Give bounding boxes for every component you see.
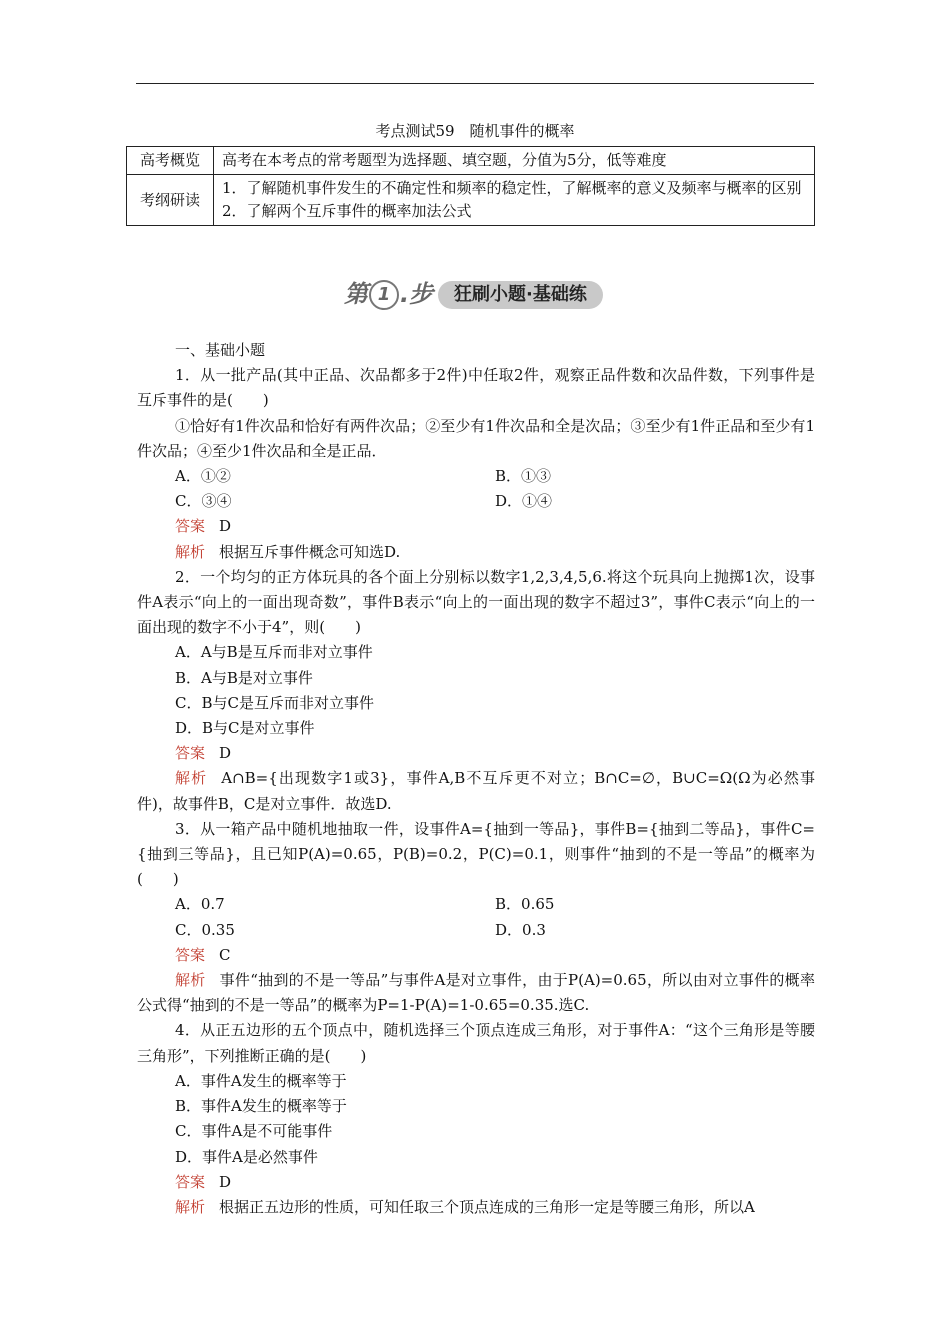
analysis-label: 解析 — [175, 769, 208, 788]
step-banner — [0, 279, 950, 313]
answer-line — [137, 741, 815, 766]
analysis-label: 解析 — [175, 971, 206, 990]
step-pill: 狂刷小题·基础练 — [438, 281, 603, 309]
answer-line — [137, 943, 815, 968]
header-rule — [136, 83, 814, 84]
syllabus-line: 2．了解两个互斥事件的概率加法公式 — [222, 202, 472, 220]
option-a: A．事件A发生的概率等于 — [175, 1071, 347, 1090]
answer-line — [137, 514, 815, 539]
page-title: 考点测试59 随机事件的概率 — [375, 122, 575, 140]
option-row — [137, 489, 815, 514]
analysis-line — [137, 540, 815, 565]
answer-label: 答案 — [175, 744, 206, 763]
option-c: C．B与C是互斥而非对立事件 — [175, 693, 374, 712]
table-row — [127, 175, 815, 226]
option-row — [137, 918, 815, 943]
option-b: B．①③ — [495, 467, 552, 486]
table-row — [127, 147, 815, 175]
question-stem: 1．从一批产品(其中正品、次品都多于2件)中任取2件，观察正品件数和次品件数，下列事件是互斥事件的是( ) — [137, 366, 815, 410]
table-cell-head: 考纲研读 — [127, 175, 214, 226]
step-number-circle: 1 — [369, 280, 399, 310]
question-content — [137, 338, 815, 1220]
table-cell-body: 高考在本考点的常考题型为选择题、填空题，分值为5分，低等难度 — [214, 147, 815, 175]
answer-value: C — [219, 945, 231, 964]
option-d: D．0.3 — [495, 920, 546, 939]
option-d: D．B与C是对立事件 — [175, 719, 315, 738]
option-b: B．事件A发生的概率等于 — [175, 1097, 347, 1116]
option-b: B．A与B是对立事件 — [175, 668, 313, 687]
option-c: C．③④ — [175, 492, 232, 511]
option-a: A．A与B是互斥而非对立事件 — [175, 643, 373, 662]
option-d: D．事件A是必然事件 — [175, 1147, 318, 1166]
question-stem: 3．从一箱产品中随机地抽取一件，设事件A={抽到一等品}，事件B={抽到二等品}，事件C={抽到三等品}，且已知P(A)=0.65，P(B)=0.2，P(C)=0.1，则事件“抽到的不是一等品”的概率为( ) — [137, 819, 815, 889]
option-c: C．事件A是不可能事件 — [175, 1122, 333, 1141]
overview-table — [126, 146, 815, 226]
option-row — [137, 892, 815, 917]
syllabus-line: 1．了解随机事件发生的不确定性和频率的稳定性，了解概率的意义及频率与概率的区别 — [222, 179, 802, 197]
step-suffix: .步 — [400, 280, 434, 308]
option-a: A．0.7 — [175, 895, 225, 914]
analysis-line — [137, 766, 815, 816]
analysis-label: 解析 — [175, 1197, 206, 1216]
question-items: ①恰好有1件次品和恰好有两件次品；②至少有1件次品和全是次品；③至少有1件正品和至少有1件次品；④至少1件次品和全是正品． — [137, 416, 815, 460]
analysis-text: 根据互斥事件概念可知选D. — [219, 542, 401, 561]
table-cell-head: 高考概览 — [127, 147, 214, 175]
answer-line — [137, 1170, 815, 1195]
analysis-label: 解析 — [175, 542, 206, 561]
section-heading: 一、基础小题 — [175, 341, 266, 359]
table-cell-body — [214, 175, 815, 226]
step-label — [344, 279, 433, 310]
question-stem: 4．从正五边形的五个顶点中，随机选择三个顶点连成三角形，对于事件A：“这个三角形是等腰三角形”，下列推断正确的是( ) — [137, 1021, 815, 1065]
answer-label: 答案 — [175, 945, 206, 964]
answer-value: D — [219, 1172, 232, 1191]
answer-label: 答案 — [175, 517, 206, 536]
option-d: D．①④ — [495, 492, 553, 511]
analysis-line — [137, 1195, 815, 1220]
option-c: C．0.35 — [175, 920, 235, 939]
analysis-text: 事件“抽到的不是一等品”与事件A是对立事件，由于P(A)=0.65，所以由对立事件的概率公式得“抽到的不是一等品”的概率为P=1-P(A)=1-0.65=0.35.选C. — [137, 971, 815, 1015]
analysis-text: 根据正五边形的性质，可知任取三个顶点连成的三角形一定是等腰三角形，所以A — [219, 1197, 755, 1216]
question-stem: 2．一个均匀的正方体玩具的各个面上分别标以数字1,2,3,4,5,6.将这个玩具向上抛掷1次，设事件A表示“向上的一面出现奇数”，事件B表示“向上的一面出现的数字不超过3”，事件C表示“向上的一面出现的数字不小于4”，则( ) — [137, 567, 815, 637]
answer-label: 答案 — [175, 1172, 206, 1191]
option-a: A．①② — [175, 467, 231, 486]
step-prefix: 第 — [344, 280, 368, 308]
analysis-text: A∩B={出现数字1或3}，事件A,B不互斥更不对立；B∩C=∅，B∪C=Ω(Ω为必然事件)，故事件B，C是对立事件．故选D. — [137, 769, 815, 813]
analysis-line — [137, 968, 815, 1018]
answer-value: D — [219, 517, 232, 536]
answer-value: D — [219, 744, 232, 763]
option-row — [137, 464, 815, 489]
option-b: B．0.65 — [495, 895, 555, 914]
